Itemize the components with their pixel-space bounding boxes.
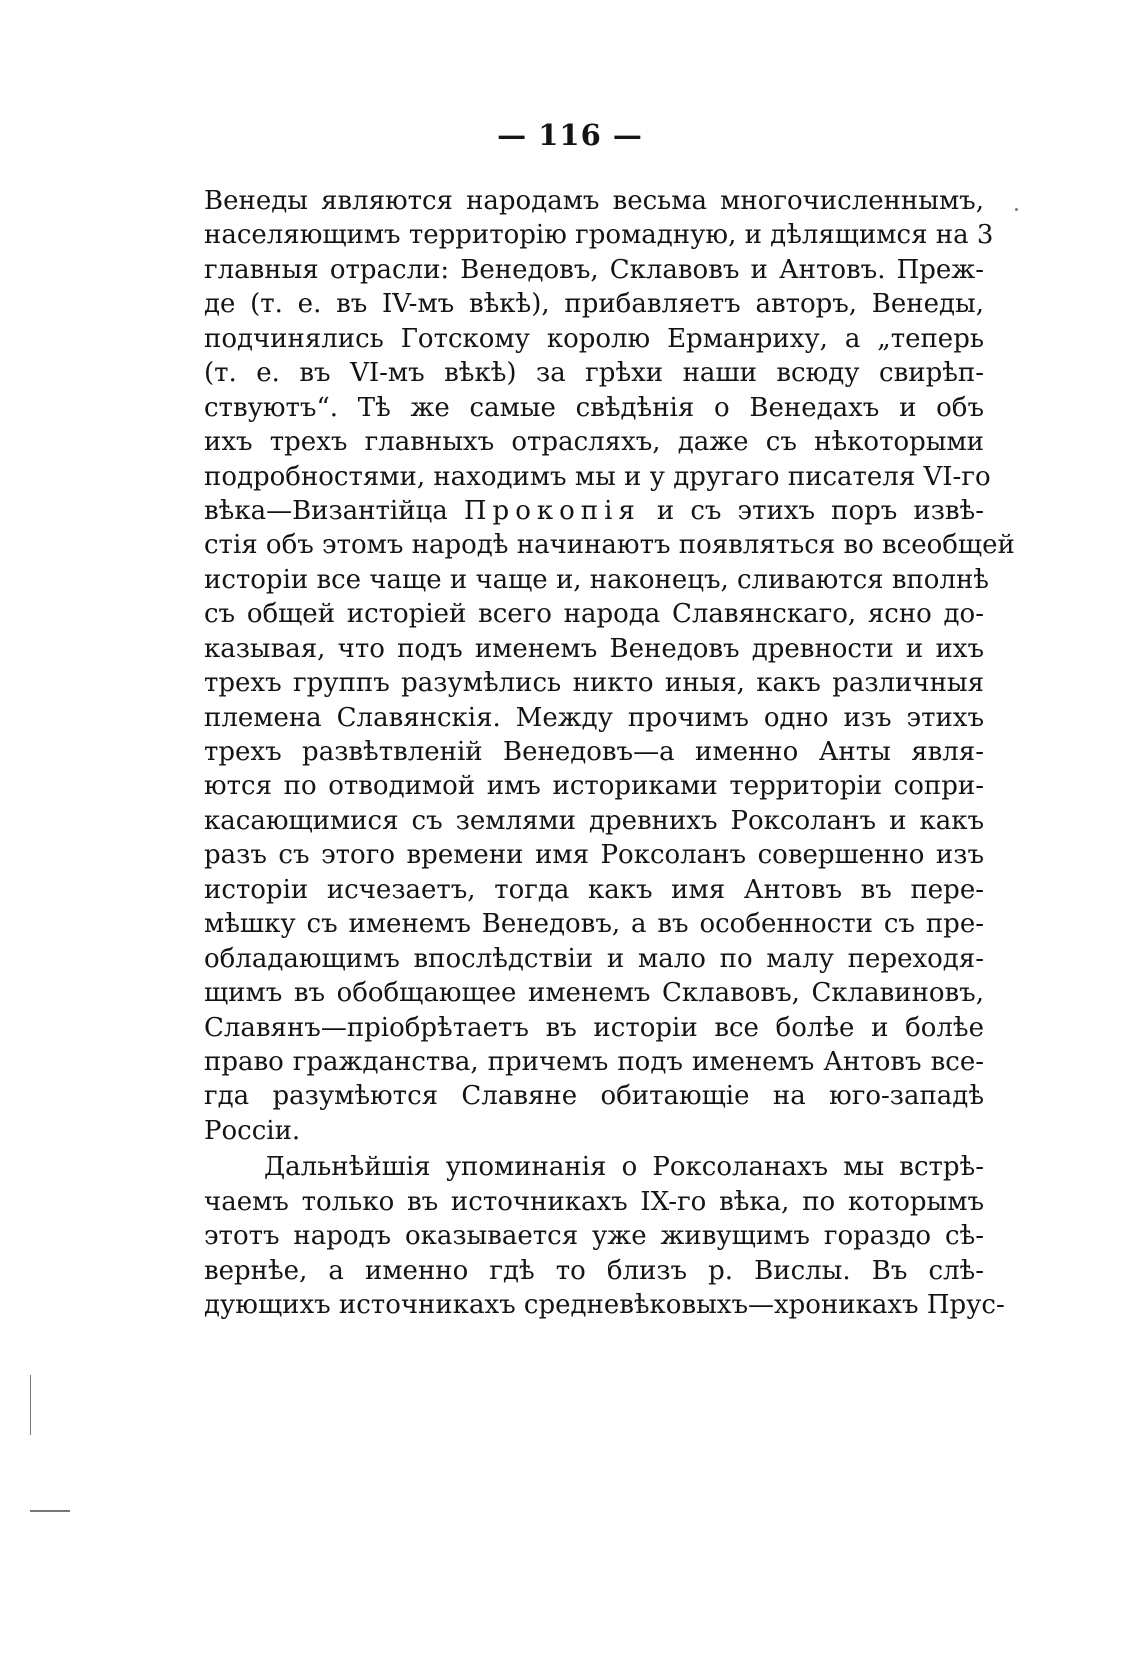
text-line: дующихъ источникахъ средневѣковыхъ—хроникахъ Прус- (204, 1290, 1005, 1320)
text-line: Славянъ—пріобрѣтаетъ въ исторіи все болѣе и болѣе (204, 1012, 984, 1043)
scan-mark (1015, 208, 1018, 211)
text-line: трехъ группъ разумѣлись никто иныя, какъ различныя (204, 668, 984, 699)
emphasized-name: Прокопія (463, 495, 641, 526)
text-line: Россіи. (204, 1115, 301, 1146)
text-line: подробностями, находимъ мы и у другаго писателя VI-го (204, 461, 991, 492)
text-line: гда разумѣются Славяне обитающіе на юго-западѣ (204, 1081, 984, 1112)
text-line: ихъ трехъ главныхъ отрасляхъ, даже съ нѣкоторыми (204, 427, 984, 458)
paragraph-1 (204, 184, 1015, 1148)
text-line: чаемъ только въ источникахъ IX-го вѣка, по которымъ (204, 1186, 984, 1217)
text-line: (т. е. въ VI-мъ вѣкѣ) за грѣхи наши всюду свирѣп- (204, 358, 984, 389)
paragraph-2 (204, 1150, 1005, 1322)
text-line: право гражданства, причемъ подъ именемъ Антовъ все- (204, 1046, 984, 1077)
text-line: Венеды являются народамъ весьма многочисленнымъ, (204, 186, 984, 216)
scan-mark (30, 1510, 70, 1512)
text-line: стія объ этомъ народѣ начинаютъ появляться во всеобщей (204, 530, 1015, 561)
text-fragment: и съ этихъ поръ извѣ- (656, 495, 985, 526)
text-line: касающимися съ землями древнихъ Роксоланъ и какъ (204, 805, 984, 836)
text-line-with-spaced-name (204, 494, 984, 528)
text-line: племена Славянскія. Между прочимъ одно изъ этихъ (204, 702, 984, 733)
page-number: — 116 — (497, 118, 643, 152)
text-line: разъ съ этого времени имя Роксоланъ совершенно изъ (204, 840, 984, 871)
text-line: съ общей исторіей всего народа Славянскаго, ясно до- (204, 599, 984, 630)
text-line: ются по отводимой имъ историками территоріи сопри- (204, 771, 984, 802)
text-fragment: вѣка—Византійца (204, 495, 448, 526)
text-line: казывая, что подъ именемъ Венедовъ древности и ихъ (204, 633, 984, 664)
text-line: подчинялись Готскому королю Ерманриху, а „теперь (204, 323, 984, 354)
text-line: мѣшку съ именемъ Венедовъ, а въ особенности съ пре- (204, 909, 984, 940)
text-line: исторіи исчезаетъ, тогда какъ имя Антовъ въ пере- (204, 874, 984, 905)
scan-mark (30, 1375, 31, 1435)
text-line: вернѣе, а именно гдѣ то близъ р. Вислы. Въ слѣ- (204, 1255, 984, 1286)
text-line: главныя отрасли: Венедовъ, Склавовъ и Антовъ. Преж- (204, 254, 984, 285)
body-text (204, 184, 1015, 1322)
text-line: обладающимъ впослѣдствіи и мало по малу переходя- (204, 943, 984, 974)
text-line: Дальнѣйшія упоминанія о Роксоланахъ мы встрѣ- (264, 1152, 984, 1183)
text-line: исторіи все чаще и чаще и, наконецъ, сливаются вполнѣ (204, 564, 989, 595)
text-line: трехъ развѣтвленій Венедовъ—а именно Анты явля- (204, 737, 984, 767)
text-line: де (т. е. въ IV-мъ вѣкѣ), прибавляетъ авторъ, Венеды, (204, 289, 984, 320)
text-line: ствуютъ“. Тѣ же самые свѣдѣнія о Венедахъ и объ (204, 392, 984, 423)
text-line: этотъ народъ оказывается уже живущимъ гораздо сѣ- (204, 1221, 984, 1252)
text-line: щимъ въ обобщающее именемъ Склавовъ, Склавиновъ, (204, 978, 984, 1009)
text-line: населяющимъ территорію громадную, и дѣлящимся на 3 (204, 220, 994, 251)
